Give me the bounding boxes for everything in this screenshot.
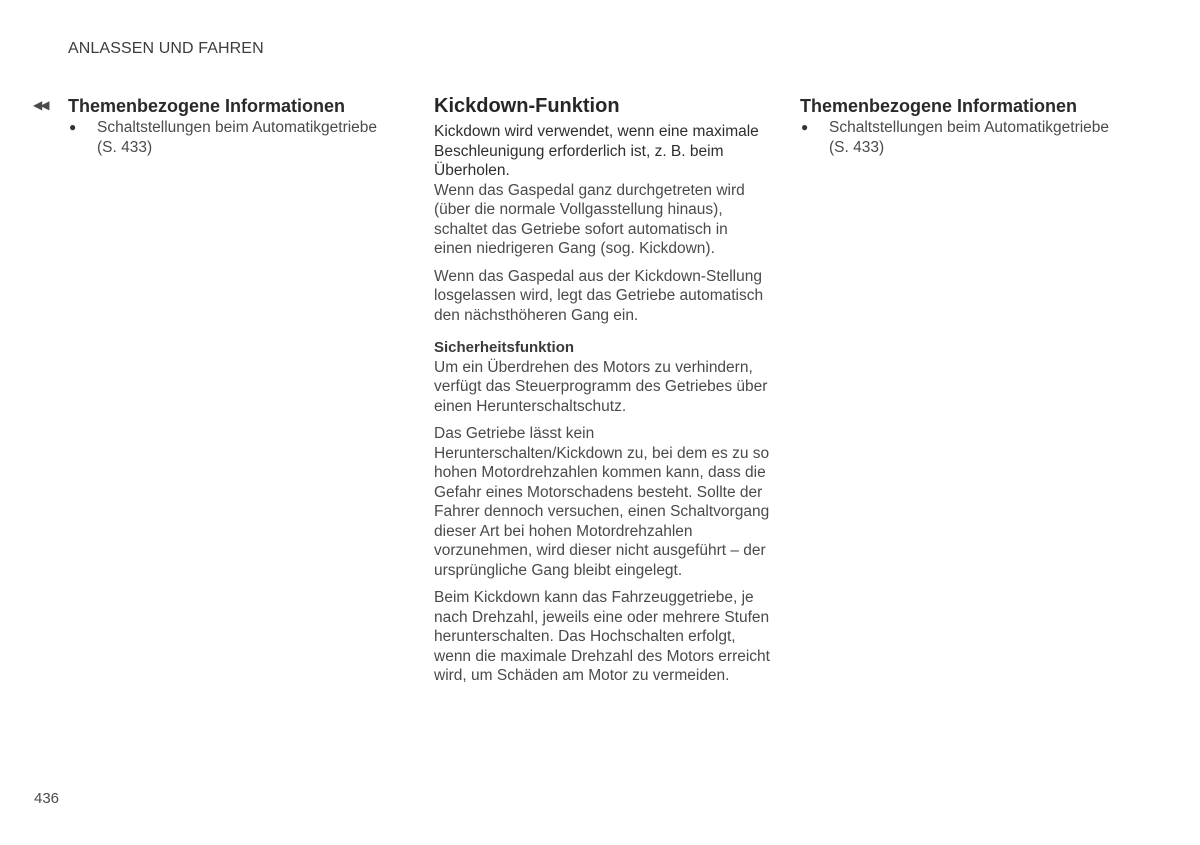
related-info-link[interactable] <box>68 118 388 157</box>
related-info-left <box>68 94 388 157</box>
related-info-link[interactable] <box>800 118 1130 157</box>
intro-paragraph: Kickdown wird verwendet, wenn eine maximale Beschleunigung erforderlich ist, z. B. beim Überholen. <box>434 123 759 179</box>
related-info-list <box>68 118 388 157</box>
section-title: Kickdown-Funktion <box>434 95 620 117</box>
subsection-heading: Sicherheitsfunktion <box>434 339 575 356</box>
body-paragraph-3: Um ein Überdrehen des Motors zu verhindern, verfügt das Steuerprogramm des Getriebes über einen Herunterschaltschutz. <box>434 358 768 415</box>
bullet-icon: ● <box>69 120 77 134</box>
main-article <box>434 94 770 686</box>
chapter-header: ANLASSEN UND FAHREN <box>68 40 264 57</box>
double-chevron-left-icon[interactable]: ◀◀ <box>33 98 48 112</box>
body-paragraph-4: Das Getriebe lässt kein Herunterschalten/Kickdown zu, bei dem es zu so hohen Motordrehzahlen kommen kann, dass die Gefahr eines Motorschadens besteht. Sollte der Fahrer dennoch versuchen, einen Schaltvorgang dieser Art bei hohen Motordrehzahlen vorzunehmen, wird dieser nicht ausgeführt – der ursprüngliche Gang bleibt eingelegt. <box>434 425 770 579</box>
related-info-right <box>800 94 1130 157</box>
related-info-list <box>800 118 1130 157</box>
body-paragraph-2: Wenn das Gaspedal aus der Kickdown-Stellung losgelassen wird, legt das Getriebe automatisch den nächsthöheren Gang ein. <box>434 267 764 324</box>
bullet-icon: ● <box>801 120 809 134</box>
related-info-link-text: Schaltstellungen beim Automatikgetriebe (S. 433) <box>829 119 1110 156</box>
related-info-heading: Themenbezogene Informationen <box>800 96 1078 116</box>
page-number: 436 <box>34 790 60 807</box>
related-info-link-text: Schaltstellungen beim Automatikgetriebe (S. 433) <box>97 119 378 156</box>
body-paragraph-1: Wenn das Gaspedal ganz durchgetreten wird (über die normale Vollgasstellung hinaus), schaltet das Getriebe sofort automatisch in einen niedrigeren Gang (sog. Kickdown). <box>434 181 745 257</box>
body-paragraph-5: Beim Kickdown kann das Fahrzeuggetriebe, je nach Drehzahl, jeweils eine oder mehrere Stufen herunterschalten. Das Hochschalten erfolgt, wenn die maximale Drehzahl des Motors erreicht wird, um Schäden am Motor zu vermeiden. <box>434 589 770 684</box>
related-info-heading: Themenbezogene Informationen <box>68 96 346 116</box>
